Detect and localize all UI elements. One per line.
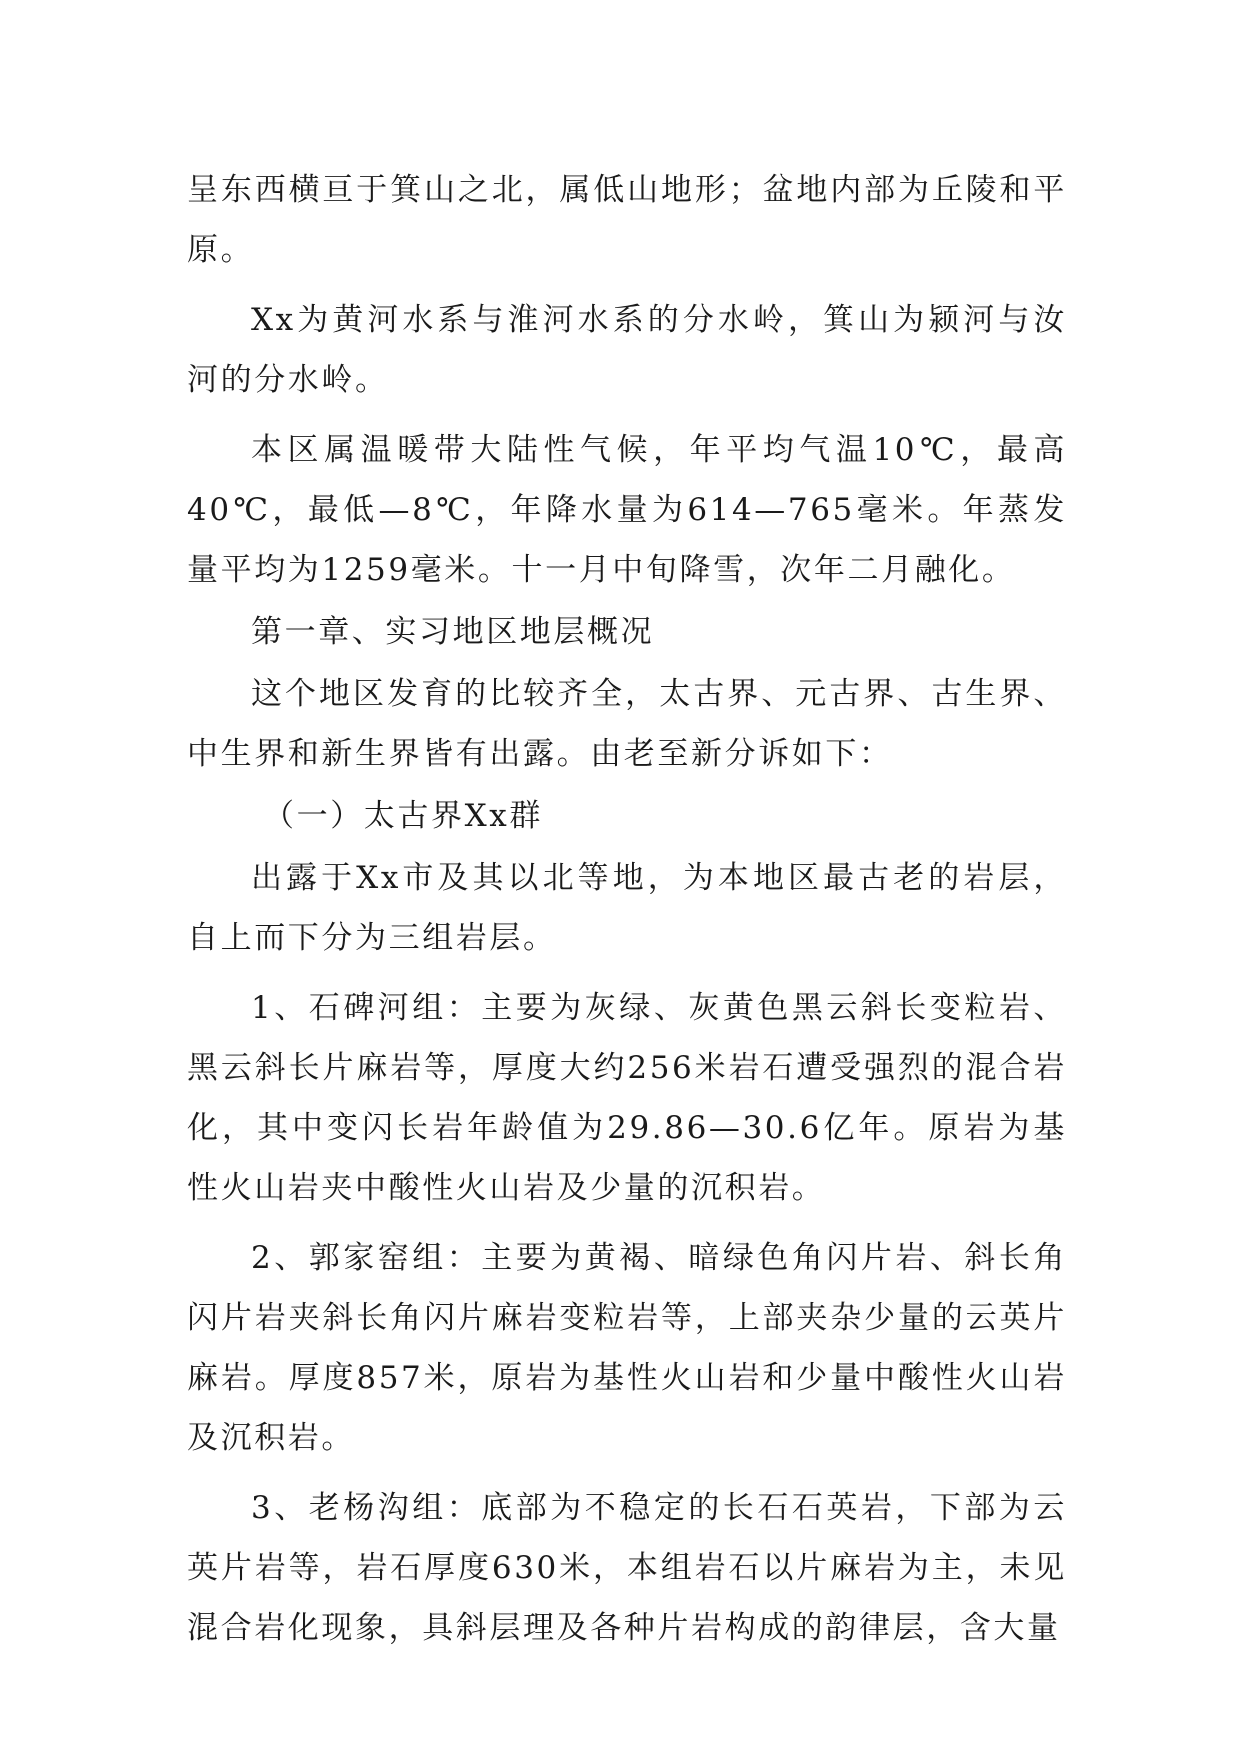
paragraph-strata-overview: 这个地区发育的比较齐全，太古界、元古界、古生界、中生界和新生界皆有出露。由老至新分诉如下： bbox=[187, 676, 1067, 772]
paragraph-shibeihe-formation: 1、石碑河组：主要为灰绿、灰黄色黑云斜长变粒岩、黑云斜长片麻岩等，厚度大约256米岩石遭受强烈的混合岩化，其中变闪长岩年龄值为29.86—30.6亿年。原岩为基性火山岩夹中酸性火山岩及少量的沉积岩。 bbox=[187, 990, 1067, 1206]
section-heading-archean: （一）太古界Xx群 bbox=[263, 798, 543, 834]
paragraph-climate: 本区属温暖带大陆性气候，年平均气温10℃，最高40℃，最低—8℃，年降水量为614—765毫米。年蒸发量平均为1259毫米。十一月中旬降雪，次年二月融化。 bbox=[187, 432, 1067, 588]
paragraph-watershed: Xx为黄河水系与淮河水系的分水岭，箕山为颍河与汝河的分水岭。 bbox=[187, 302, 1067, 398]
paragraph-laoyanggou-formation: 3、老杨沟组：底部为不稳定的长石石英岩，下部为云英片岩等，岩石厚度630米，本组岩石以片麻岩为主，未见混合岩化现象，具斜层理及各种片岩构成的韵律层，含大量 bbox=[187, 1490, 1067, 1646]
paragraph-terrain: 呈东西横亘于箕山之北，属低山地形；盆地内部为丘陵和平原。 bbox=[187, 172, 1067, 268]
paragraph-guojiayao-formation: 2、郭家窑组：主要为黄褐、暗绿色角闪片岩、斜长角闪片岩夹斜长角闪片麻岩变粒岩等，上部夹杂少量的云英片麻岩。厚度857米，原岩为基性火山岩和少量中酸性火山岩及沉积岩。 bbox=[187, 1240, 1067, 1456]
chapter-heading: 第一章、实习地区地层概况 bbox=[251, 614, 655, 650]
paragraph-archean-exposure: 出露于Xx市及其以北等地，为本地区最古老的岩层，自上而下分为三组岩层。 bbox=[187, 860, 1067, 956]
document-body bbox=[187, 160, 1067, 1658]
